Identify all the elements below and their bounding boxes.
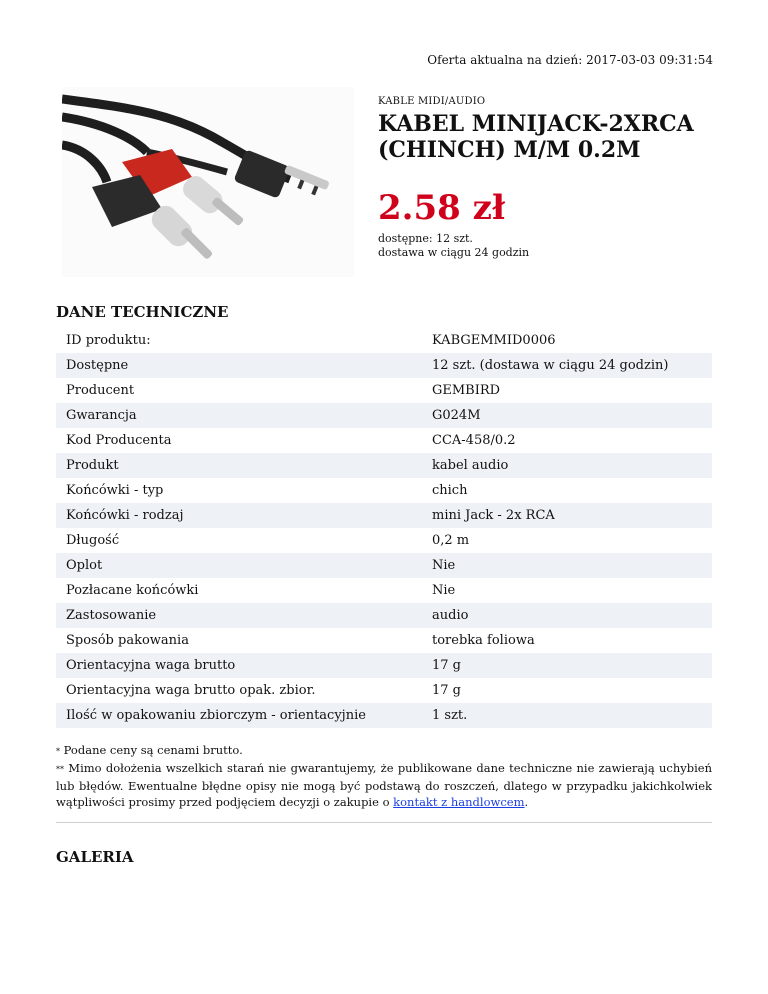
product-category: KABLE MIDI/AUDIO [378, 96, 486, 107]
spec-row [56, 353, 712, 378]
specs-table [56, 328, 712, 728]
spec-key: Orientacyjna waga brutto opak. zbior. [66, 683, 316, 698]
note-mark: ** [56, 765, 64, 774]
spec-row [56, 403, 712, 428]
note-price [56, 742, 712, 760]
note-disclaimer [56, 760, 712, 810]
spec-row [56, 678, 712, 703]
gallery-heading: GALERIA [56, 848, 134, 866]
spec-value: audio [420, 603, 712, 628]
spec-value: 0,2 m [432, 533, 470, 548]
disclaimer-notes [56, 742, 712, 810]
spec-row [56, 653, 712, 678]
spec-value: GEMBIRD [432, 383, 501, 398]
note-text: Podane ceny są cenami brutto. [63, 743, 243, 757]
spec-key: Oplot [56, 553, 420, 578]
spec-key: Długość [66, 533, 120, 548]
spec-value: 17 g [432, 683, 461, 698]
spec-row [56, 378, 712, 403]
spec-row [56, 328, 712, 353]
spec-value: KABGEMMID0006 [432, 333, 556, 348]
spec-value: chich [432, 483, 468, 498]
spec-row [56, 703, 712, 728]
spec-value: CCA-458/0.2 [432, 433, 516, 448]
specs-heading: DANE TECHNICZNE [56, 303, 229, 321]
spec-value: G024M [420, 403, 712, 428]
spec-row [56, 453, 712, 478]
spec-row [56, 628, 712, 653]
product-image [62, 87, 354, 277]
spec-value: kabel audio [420, 453, 712, 478]
spec-row [56, 528, 712, 553]
spec-value: 12 szt. (dostawa w ciągu 24 godzin) [420, 353, 712, 378]
spec-row [56, 503, 712, 528]
spec-key: Gwarancja [56, 403, 420, 428]
offer-date: Oferta aktualna na dzień: 2017-03-03 09:31:54 [427, 53, 713, 67]
spec-key: Ilość w opakowaniu zbiorczym - orientacyjnie [56, 703, 420, 728]
spec-key: ID produktu: [66, 333, 151, 348]
spec-value: torebka foliowa [432, 633, 535, 648]
stock-info [378, 232, 529, 260]
cable-illustration [62, 87, 354, 277]
spec-row [56, 553, 712, 578]
spec-key: Kod Producenta [66, 433, 172, 448]
spec-key: Orientacyjna waga brutto [56, 653, 420, 678]
spec-key: Producent [66, 383, 135, 398]
note-trailing: . [524, 795, 529, 809]
availability-text: dostępne: 12 szt. [378, 232, 473, 245]
spec-row [56, 578, 712, 603]
spec-value: 17 g [420, 653, 712, 678]
spec-key: Końcówki - rodzaj [56, 503, 420, 528]
note-text: Mimo dołożenia wszelkich starań nie gwarantujemy, że publikowane dane techniczne nie zawierają uchybień lub błędów. Ewentualne błędne opisy nie mogą być podstawą do roszczeń, dlatego w przypadku jakichkolwiek wątpliwości prosimy przed podjęciem decyzji o zakupie o [56, 761, 712, 809]
delivery-text: dostawa w ciągu 24 godzin [378, 246, 530, 259]
spec-value: mini Jack - 2x RCA [420, 503, 712, 528]
spec-row [56, 428, 712, 453]
spec-value: Nie [432, 583, 456, 598]
spec-key: Dostępne [56, 353, 420, 378]
spec-value: Nie [420, 553, 712, 578]
spec-key: Sposób pakowania [66, 633, 189, 648]
product-price: 2.58 zł [378, 188, 506, 228]
spec-key: Zastosowanie [56, 603, 420, 628]
contact-salesperson-link[interactable]: kontakt z handlowcem [393, 795, 525, 809]
spec-key: Pozłacane końcówki [66, 583, 199, 598]
spec-key: Końcówki - typ [66, 483, 164, 498]
spec-row [56, 478, 712, 503]
spec-row [56, 603, 712, 628]
spec-key: Produkt [56, 453, 420, 478]
spec-value: 1 szt. [420, 703, 712, 728]
divider [56, 822, 712, 823]
product-title: KABEL MINIJACK-2XRCA (CHINCH) M/M 0.2M [378, 111, 694, 163]
note-mark: * [56, 747, 60, 756]
